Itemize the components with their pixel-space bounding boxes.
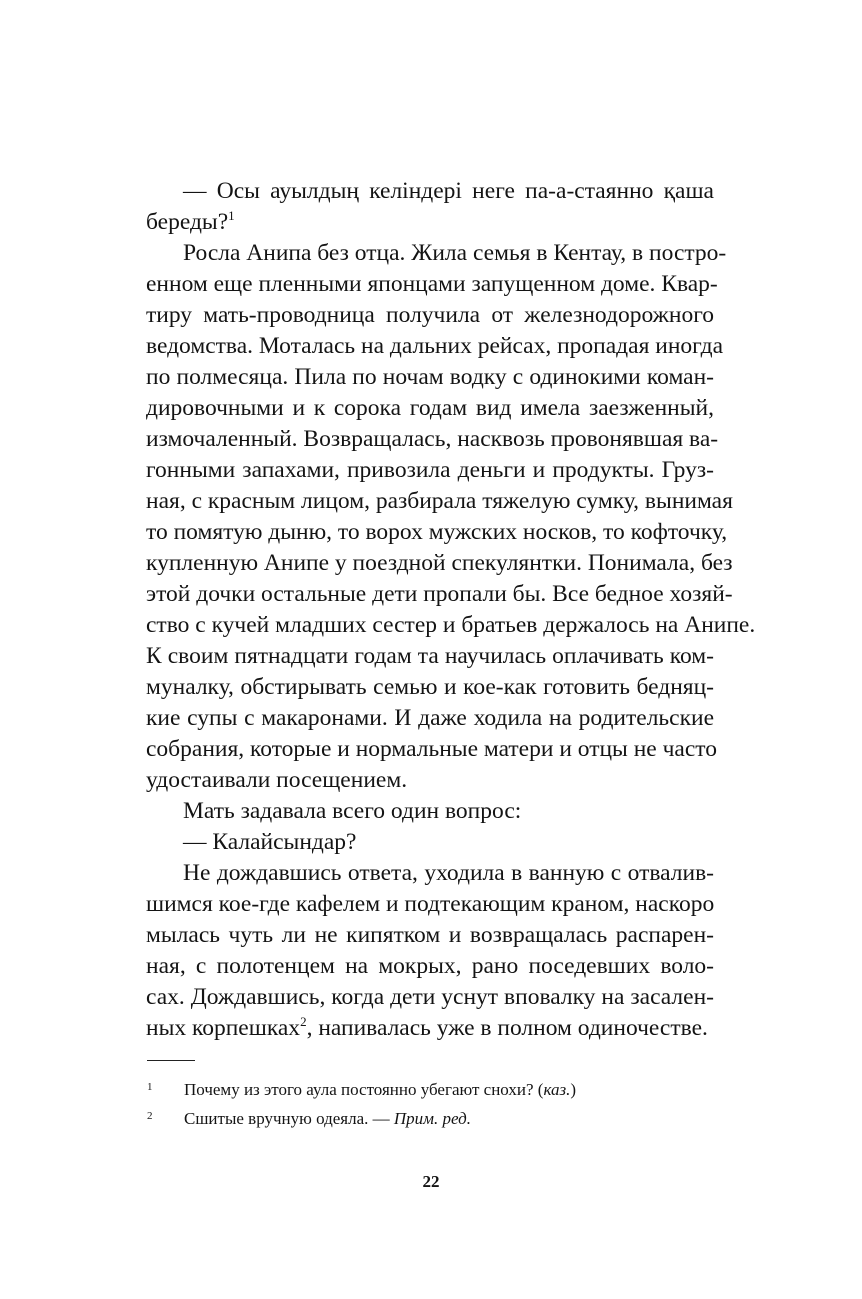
- footnote-divider: [147, 1060, 195, 1061]
- text-line: ведомства. Моталась на дальних рейсах, пропадая иногда: [146, 333, 724, 359]
- text-line: удостаивали посещением.: [146, 767, 408, 793]
- text-line: Росла Анипа без отца. Жила семья в Кентау, в постро-: [183, 240, 727, 266]
- text-line: шимся кое-где кафелем и подтекающим краном, наскоро: [146, 891, 715, 917]
- text-line: гонными запахами, привозила деньги и продукты. Груз-: [146, 457, 714, 483]
- text-line: мылась чуть ли не кипятком и возвращалась распарен-: [146, 922, 714, 948]
- footnote-text: Почему из этого аула постоянно убегают снохи? (каз.): [184, 1080, 577, 1099]
- text-line: — Калайсындар?: [183, 829, 357, 855]
- text-line: береды?$^1$: [146, 208, 235, 235]
- text-line: ная, с полотенцем на мокрых, рано поседевших воло-: [146, 953, 714, 979]
- text-line: ных корпешках$^2$, напивалась уже в полном одиночестве.: [146, 1014, 708, 1041]
- text-line: сах. Дождавшись, когда дети уснут вповалку на засален-: [146, 984, 714, 1010]
- text-line: измочаленный. Возвращалась, насквозь провонявшая ва-: [146, 426, 719, 452]
- text-line: по полмесяца. Пила по ночам водку с одинокими коман-: [146, 364, 714, 390]
- text-line: К своим пятнадцати годам та научилась оплачивать ком-: [146, 643, 714, 669]
- text-line: Не дождавшись ответа, уходила в ванную с отвалив-: [183, 860, 714, 886]
- text-line: купленную Анипе у поездной спекулянтки. Понимала, без: [146, 550, 733, 576]
- footnote-number: 1: [147, 1081, 153, 1093]
- footnote-number: 2: [147, 1110, 153, 1122]
- text-line: ство с кучей младших сестер и братьев держалось на Анипе.: [146, 612, 756, 638]
- text-line: тиру мать-проводница получила от железнодорожного: [146, 302, 714, 328]
- text-line: собрания, которые и нормальные матери и отцы не часто: [146, 736, 717, 762]
- text-line: Мать задавала всего один вопрос:: [183, 798, 522, 824]
- text-line: — Осы ауылдың келіндері неге па-а-стаянно қаша: [183, 178, 714, 204]
- footnote-text: Сшитые вручную одеяла. — Прим. ред.: [184, 1109, 471, 1128]
- footnote-ref[interactable]: 2: [300, 1014, 307, 1029]
- text-line: то помятую дыню, то ворох мужских носков, то кофточку,: [146, 519, 728, 545]
- text-line: ная, с красным лицом, разбирала тяжелую сумку, вынимая: [146, 488, 733, 514]
- footnote-ref[interactable]: 1: [228, 208, 235, 223]
- page-number: 22: [422, 1172, 440, 1191]
- text-line: муналку, обстирывать семью и кое-как готовить бедняц-: [146, 674, 714, 700]
- text-line: этой дочки остальные дети пропали бы. Все бедное хозяй-: [146, 581, 733, 607]
- text-line: дировочными и к сорока годам вид имела заезженный,: [146, 395, 714, 421]
- text-line: енном еще пленными японцами запущенном доме. Квар-: [146, 271, 718, 297]
- text-line: кие супы с макаронами. И даже ходила на родительские: [146, 705, 714, 731]
